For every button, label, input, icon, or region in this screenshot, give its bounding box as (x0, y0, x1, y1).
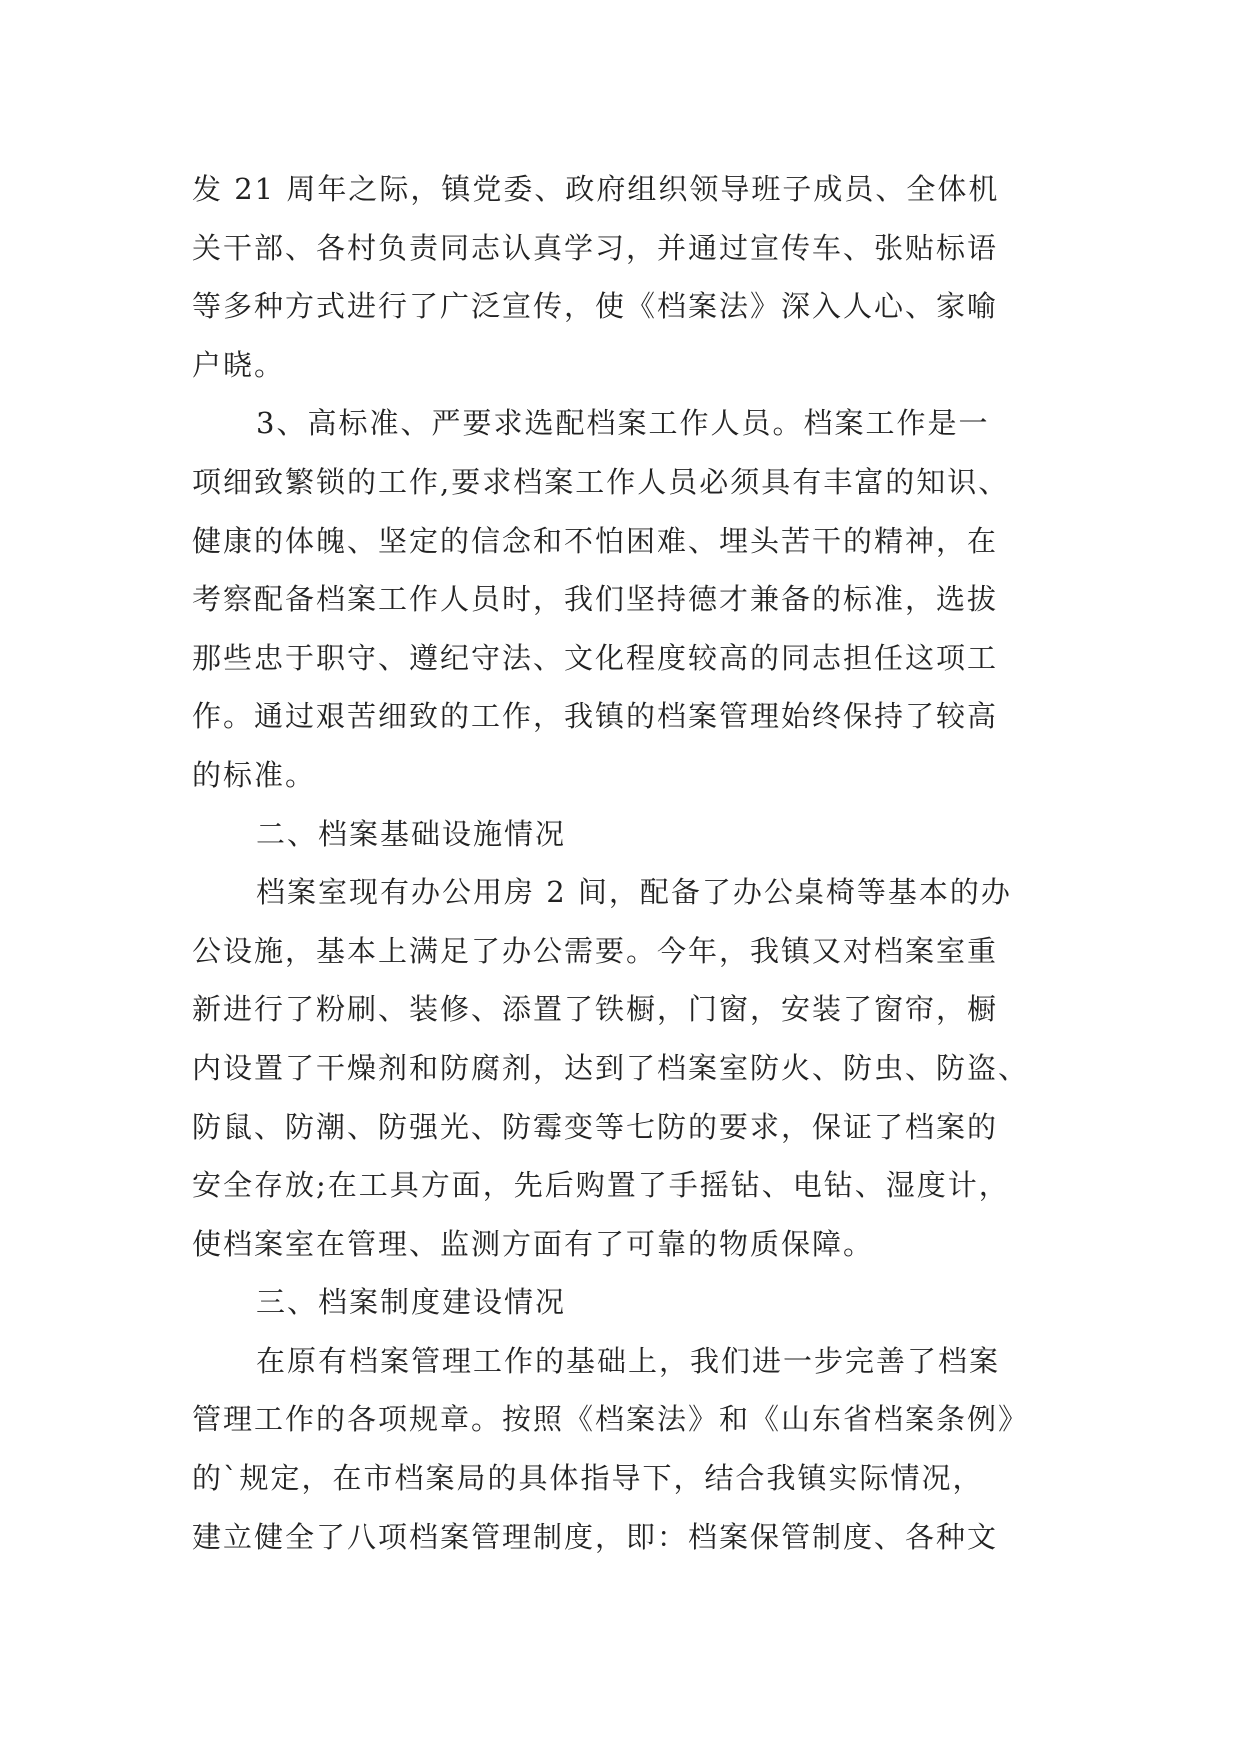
body-line: 使档案室在管理、监测方面有了可靠的物质保障。 (192, 1226, 875, 1261)
body-line: 新进行了粉刷、装修、添置了铁橱，门窗，安装了窗帘，橱 (192, 992, 999, 1027)
body-line: 作。通过艰苦细致的工作，我镇的档案管理始终保持了较高 (192, 699, 999, 734)
body-line: 健康的体魄、坚定的信念和不怕困难、埋头苦干的精神，在 (192, 523, 999, 558)
section-heading: 三、档案制度建设情况 (256, 1285, 567, 1320)
body-line: 项细致繁锁的工作,要求档案工作人员必须具有丰富的知识、 (192, 464, 1010, 499)
body-line: 考察配备档案工作人员时，我们坚持德才兼备的标准，选拔 (192, 582, 999, 617)
paragraph-start-line: 档案室现有办公用房 2 间，配备了办公桌椅等基本的办 (256, 875, 1012, 910)
document-body (192, 160, 1052, 1566)
paragraph-start-line: 在原有档案管理工作的基础上，我们进一步完善了档案 (256, 1343, 1001, 1378)
body-line: 那些忠于职守、遵纪守法、文化程度较高的同志担任这项工 (192, 640, 999, 675)
body-line: 管理工作的各项规章。按照《档案法》和《山东省档案条例》 (192, 1402, 1030, 1437)
body-line: 的标准。 (192, 757, 317, 792)
body-line: 防鼠、防潮、防强光、防霉变等七防的要求，保证了档案的 (192, 1109, 999, 1144)
body-line: 发 21 周年之际，镇党委、政府组织领导班子成员、全体机 (192, 172, 1000, 206)
body-line: 公设施，基本上满足了办公需要。今年，我镇又对档案室重 (192, 933, 999, 968)
body-line: 等多种方式进行了广泛宣传，使《档案法》深入人心、家喻 (192, 289, 999, 324)
body-line: 户晓。 (192, 347, 286, 382)
body-line: 建立健全了八项档案管理制度，即：档案保管制度、各种文 (192, 1519, 999, 1554)
paragraph-start-line: 3、高标准、严要求选配档案工作人员。档案工作是一 (256, 406, 990, 441)
body-line: 的`规定，在市档案局的具体指导下，结合我镇实际情况， (192, 1461, 984, 1496)
body-line: 关干部、各村负责同志认真学习，并通过宣传车、张贴标语 (192, 230, 999, 265)
body-line: 内设置了干燥剂和防腐剂，达到了档案室防火、防虫、防盗、 (192, 1050, 1030, 1085)
section-heading: 二、档案基础设施情况 (256, 816, 567, 851)
body-line: 安全存放;在工具方面，先后购置了手摇钻、电钻、湿度计， (192, 1168, 1010, 1203)
